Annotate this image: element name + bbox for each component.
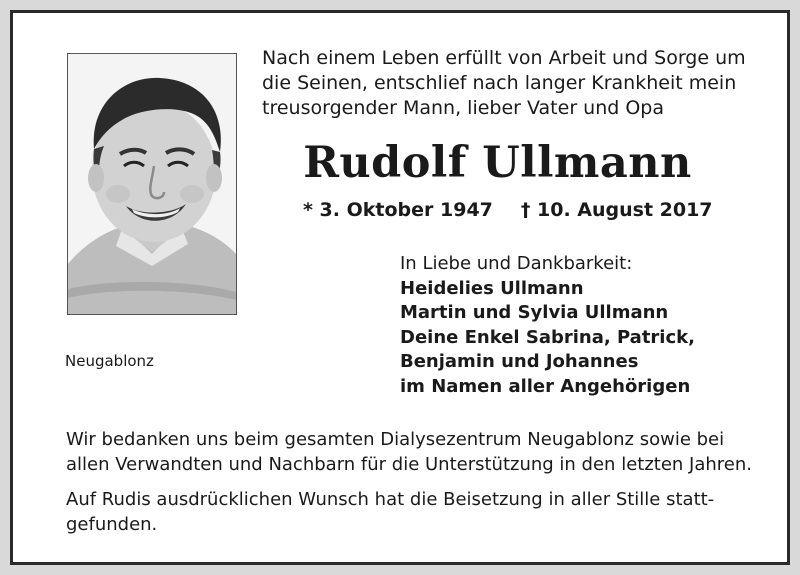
death-date: † 10. August 2017 <box>520 199 713 221</box>
intro-line: die Seinen, entschlief nach langer Krankheit mein <box>262 72 737 94</box>
deceased-name: Rudolf Ullmann <box>303 138 692 188</box>
obituary-card <box>10 10 790 565</box>
mourner-line: Deine Enkel Sabrina, Patrick, <box>400 326 695 348</box>
intro-text <box>262 46 782 121</box>
portrait-image <box>68 54 236 314</box>
paragraph-line: gefunden. <box>66 514 158 535</box>
place-caption: Neugablonz <box>65 352 154 370</box>
paragraph-line: Wir bedanken uns beim gesamten Dialysezentrum Neugablonz sowie bei <box>66 429 725 450</box>
mourner-line: Heidelies Ullmann <box>400 277 584 299</box>
thanks-heading: In Liebe und Dankbarkeit: <box>400 253 633 274</box>
intro-line: treusorgender Mann, lieber Vater und Opa <box>262 97 665 119</box>
paragraph-line: Auf Rudis ausdrücklichen Wunsch hat die Beisetzung in aller Stille statt- <box>66 489 715 510</box>
life-dates <box>303 199 713 221</box>
mourner-line: Benjamin und Johannes <box>400 351 639 372</box>
thank-you-paragraph <box>66 427 752 477</box>
paragraph-line: allen Verwandten und Nachbarn für die Unterstützung in den letzten Jahren. <box>66 454 752 475</box>
intro-line: Nach einem Leben erfüllt von Arbeit und Sorge um <box>262 47 746 69</box>
portrait-photo <box>67 53 237 315</box>
mourner-line: Martin und Sylvia Ullmann <box>400 302 669 323</box>
mourner-line: im Namen aller Angehörigen <box>400 375 691 397</box>
mourners-list <box>400 252 695 399</box>
birth-date: * 3. Oktober 1947 <box>303 199 493 221</box>
funeral-notice-paragraph <box>66 487 714 537</box>
